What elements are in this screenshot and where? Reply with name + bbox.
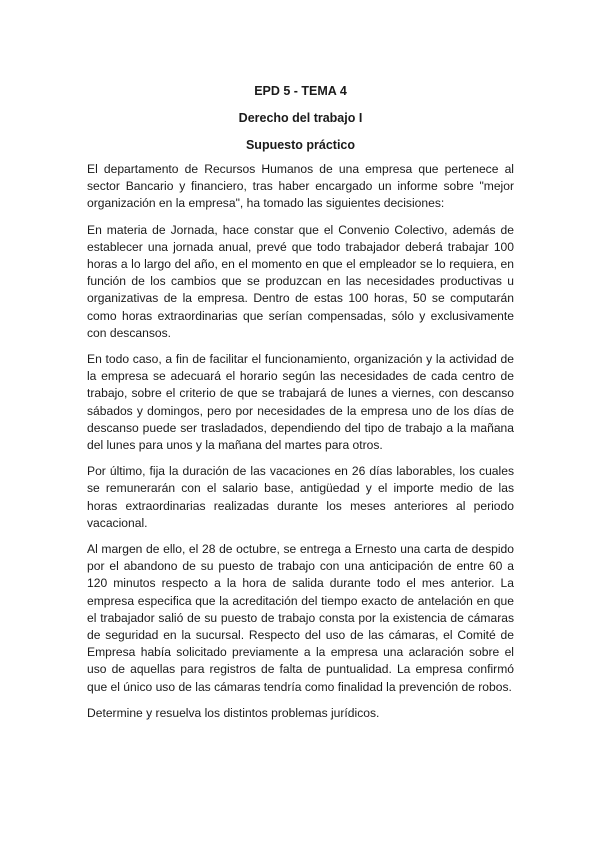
paragraph-instruction: Determine y resuelva los distintos problemas jurídicos.	[87, 705, 380, 720]
paragraph-despido: Al margen de ello, el 28 de octubre, se entrega a Ernesto una carta de despido por el abandono de su puesto de trabajo con una anticipación de entre 60 a 120 minutos respecto a la hora de salida durante todo el mes anterior. La empresa especifica que la acreditación del tiempo exacto de antelación en que el trabajador salió de su puesto de trabajo consta por la existencia de cámaras de seguridad en la sucursal. Respecto del uso de las cámaras, el Comité de Empresa había solicitado previamente a la empresa una aclaración sobre el uso de aquellas para registros de falta de puntualidad. La empresa confirmó que el único uso de las cámaras tendría como finalidad la prevención de robos.	[87, 542, 514, 694]
section-heading: Supuesto práctico	[245, 138, 356, 152]
paragraph-vacaciones: Por último, fija la duración de las vacaciones en 26 días laborables, los cuales se remunerarán con el salario base, antigüedad y el importe medio de las horas extraordinarias realizadas durante los meses anteriores al periodo vacacional.	[87, 464, 514, 530]
document-title: EPD 5 - TEMA 4	[254, 84, 347, 98]
paragraph-horario: En todo caso, a fin de facilitar el funcionamiento, organización y la actividad de la empresa se adecuará el horario según las necesidades de cada centro de trabajo, sobre el criterio de que se trabajará de lunes a viernes, con descanso sábados y domingos, pero por necesidades de la empresa uno de los días de descanso puede ser trasladados, dependiendo del tipo de trabajo a la mañana del lunes para unos y la mañana del martes para otros.	[87, 352, 514, 453]
document-subtitle: Derecho del trabajo I	[238, 111, 363, 125]
paragraph-intro: El departamento de Recursos Humanos de una empresa que pertenece al sector Bancario y financiero, tras haber encargado un informe sobre "mejor organización en la empresa", ha tomado las siguientes decisiones:	[87, 162, 514, 211]
document-page	[87, 84, 514, 731]
paragraph-jornada: En materia de Jornada, hace constar que el Convenio Colectivo, además de establecer una jornada anual, prevé que todo trabajador deberá trabajar 100 horas a lo largo del año, en el momento en que el empleador se lo requiera, en función de los cambios que se produzcan en las necesidades productivas u organizativas de la empresa. Dentro de estas 100 horas, 50 se computarán como horas extraordinarias que serían compensadas, sólo y exclusivamente con descansos.	[87, 222, 514, 340]
